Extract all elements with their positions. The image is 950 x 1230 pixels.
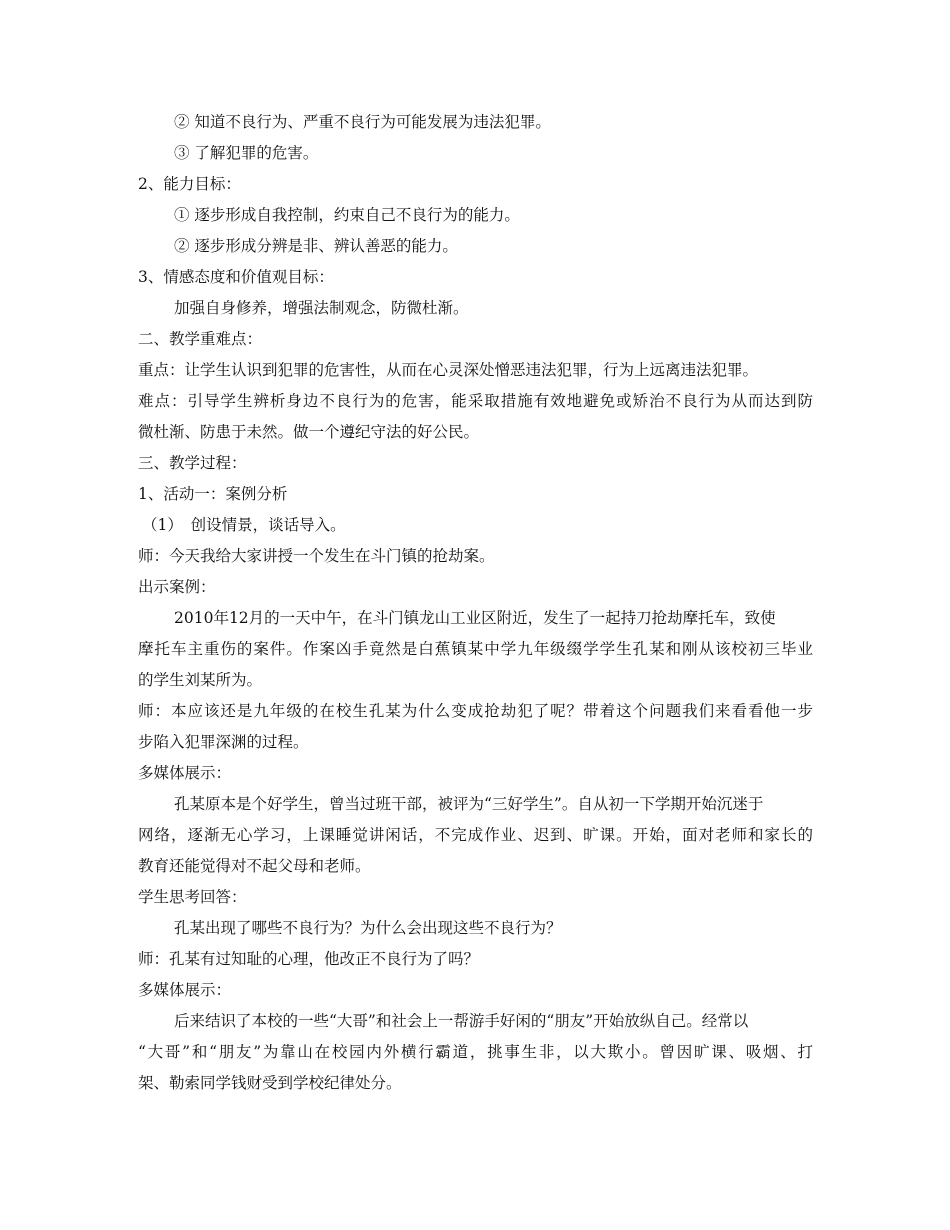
student-answer-label: 学生思考回答： bbox=[138, 888, 247, 906]
activity-step-1: （1） 创设情景，谈话导入。 bbox=[142, 516, 346, 534]
difficulty-text-line-1: 难点：引导学生辨析身边不良行为的危害，能采取措施有效地避免或矫治不良行为从而达到防 bbox=[138, 392, 813, 410]
case-text-line-2: 摩托车主重伤的案件。作案凶手竟然是白蕉镇某中学九年级缀学学生孔某和刚从该校初三毕业 bbox=[138, 640, 813, 658]
multimedia-label-1: 多媒体展示： bbox=[138, 764, 232, 782]
ability-item-2: ② 逐步形成分辨是非、辨认善恶的能力。 bbox=[174, 237, 458, 255]
objective-item-2: ② 知道不良行为、严重不良行为可能发展为违法犯罪。 bbox=[174, 113, 551, 131]
story-text-1-line-2: 网络，逐渐无心学习，上课睡觉讲闲话，不完成作业、迟到、旷课。开始，面对老师和家长的 bbox=[138, 826, 813, 844]
story-text-2-line-3: 架、勒索同学钱财受到学校纪律处分。 bbox=[138, 1074, 402, 1092]
attitude-text: 加强自身修养，增强法制观念，防微杜渐。 bbox=[174, 299, 469, 317]
story-text-1-line-3: 教育还能觉得对不起父母和老师。 bbox=[138, 857, 371, 875]
story-text-2-line-2: “大哥”和“朋友”为靠山在校园内外横行霸道，挑事生非，以大欺小。曾因旷课、吸烟、打 bbox=[138, 1043, 813, 1061]
multimedia-label-2: 多媒体展示： bbox=[138, 981, 232, 999]
case-label: 出示案例： bbox=[138, 578, 216, 596]
key-point-text: 重点：让学生认识到犯罪的危害性，从而在心灵深处憎恶违法犯罪，行为上远离违法犯罪。 bbox=[138, 361, 759, 379]
section-heading-ability: 2、能力目标： bbox=[138, 175, 241, 193]
activity-heading: 1、活动一：案例分析 bbox=[138, 485, 288, 503]
story-text-1-line-1: 孔某原本是个好学生，曾当过班干部，被评为“三好学生”。自从初一下学期开始沉迷于 bbox=[174, 795, 764, 813]
teacher-question-2: 师：孔某有过知耻的心理，他改正不良行为了吗？ bbox=[138, 950, 480, 968]
section-heading-process: 三、教学过程： bbox=[138, 454, 247, 472]
case-text-line-1: 2010年12月的一天中午，在斗门镇龙山工业区附近，发生了一起持刀抢劫摩托车，致使 bbox=[174, 609, 776, 627]
ability-item-1: ① 逐步形成自我控制，约束自己不良行为的能力。 bbox=[174, 206, 520, 224]
section-heading-attitude: 3、情感态度和价值观目标： bbox=[138, 268, 334, 286]
difficulty-text-line-2: 微杜渐、防患于未然。做一个遵纪守法的好公民。 bbox=[138, 423, 480, 441]
student-question: 孔某出现了哪些不良行为？为什么会出现这些不良行为？ bbox=[174, 919, 562, 937]
teacher-question-line-2: 步陷入犯罪深渊的过程。 bbox=[138, 733, 309, 751]
teacher-intro: 师：今天我给大家讲授一个发生在斗门镇的抢劫案。 bbox=[138, 547, 495, 565]
section-heading-key-points: 二、教学重难点： bbox=[138, 330, 263, 348]
objective-item-3: ③ 了解犯罪的危害。 bbox=[174, 144, 319, 162]
story-text-2-line-1: 后来结识了本校的一些“大哥”和社会上一帮游手好闲的“朋友”开始放纵自己。经常以 bbox=[174, 1012, 749, 1030]
teacher-question-line-1: 师：本应该还是九年级的在校生孔某为什么变成抢劫犯了呢？带着这个问题我们来看看他一步 bbox=[138, 702, 813, 720]
case-text-line-3: 的学生刘某所为。 bbox=[138, 671, 263, 689]
